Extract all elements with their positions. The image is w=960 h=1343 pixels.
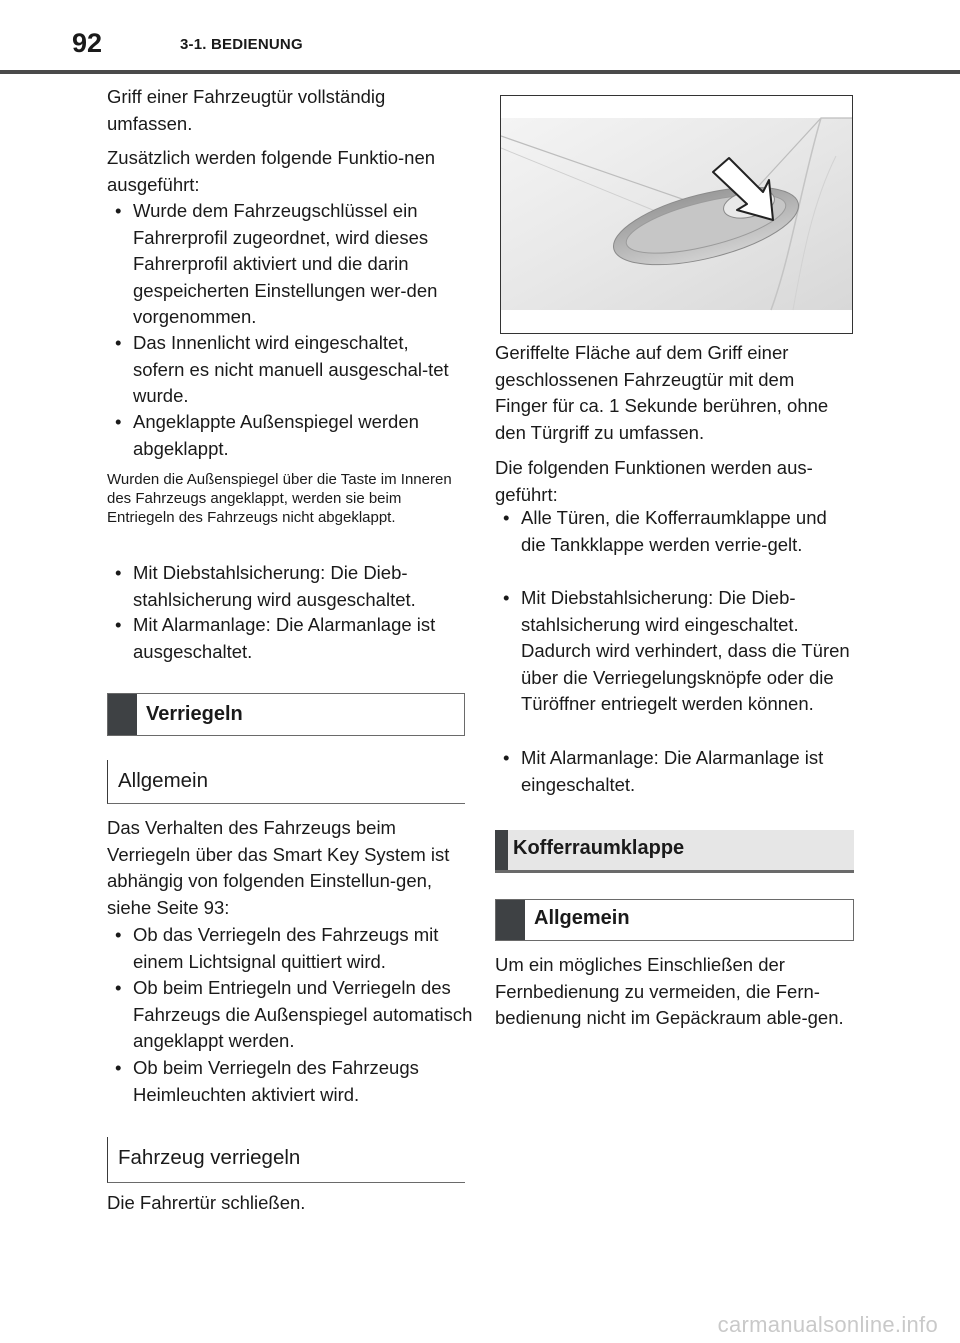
subheading-text: Fahrzeug verriegeln	[118, 1146, 301, 1169]
paragraph: Um ein mögliches Einschließen der Fernbedienung zu vermeiden, die Fern-bedienung nicht im Gepäckraum able-gen.	[495, 954, 844, 1028]
heading-text: Kofferraumklappe	[513, 837, 685, 859]
list-item: • Mit Alarmanlage: Die Alarmanlage ist eingeschaltet.	[495, 745, 851, 798]
list-item: • Das Innenlicht wird eingeschaltet, sofern es nicht manuell ausgeschal-tet wurde.	[107, 330, 463, 410]
subheading-allgemein	[107, 760, 465, 804]
list-item: • Mit Diebstahlsicherung: Die Dieb-stahlsicherung wird eingeschaltet. Dadurch wird verhindert, dass die Türen über die Verriegelungsknöpfe oder die Türöffner entriegelt werden können.	[495, 585, 861, 718]
page-number: 92	[72, 28, 103, 58]
door-handle-illustration	[500, 95, 853, 334]
heading-bar	[108, 694, 137, 735]
subheading-fahrzeug-verriegeln	[107, 1137, 465, 1183]
header-rule	[0, 70, 960, 74]
section-heading-kofferraumklappe	[495, 830, 854, 873]
list-item: • Wurde dem Fahrzeugschlüssel ein Fahrerprofil zugeordnet, wird dieses Fahrerprofil aktiviert und die darin gespeicherten Einstellungen wer-den vorgenommen.	[107, 198, 463, 331]
list-item: • Mit Diebstahlsicherung: Die Dieb-stahlsicherung wird ausgeschaltet.	[107, 560, 463, 613]
list-item: • Ob beim Verriegeln des Fahrzeugs Heimleuchten aktiviert wird.	[107, 1055, 473, 1108]
heading-text: Verriegeln	[146, 703, 243, 725]
list-item: • Angeklappte Außenspiegel werden abgeklappt.	[107, 409, 463, 462]
heading-bar	[496, 900, 525, 940]
heading-text: Allgemein	[534, 907, 630, 929]
paragraph: Geriffelte Fläche auf dem Griff einer geschlossenen Fahrzeugtür mit dem Finger für ca. 1 Sekunde berühren, ohne den Türgriff zu umfassen.	[495, 342, 829, 443]
paragraph: Zusätzlich werden folgende Funktio-nen ausgeführt:	[107, 147, 436, 195]
subheading-text: Allgemein	[118, 769, 209, 792]
list-item: • Mit Alarmanlage: Die Alarmanlage ist ausgeschaltet.	[107, 612, 463, 665]
list-item: • Ob beim Entriegeln und Verriegeln des Fahrzeugs die Außenspiegel automatisch angeklappt werden.	[107, 975, 473, 1055]
section-title: 3-1. BEDIENUNG	[180, 36, 303, 53]
watermark: carmanualsonline.info	[717, 1312, 938, 1337]
paragraph: Die folgenden Funktionen werden aus-geführt:	[495, 457, 813, 505]
note-text: Wurden die Außenspiegel über die Taste im Inneren des Fahrzeugs angeklappt, werden sie beim Entriegeln des Fahrzeugs nicht abgeklappt.	[107, 471, 452, 526]
paragraph: Das Verhalten des Fahrzeugs beim Verriegeln über das Smart Key System ist abhängig von folgenden Einstellun-gen, siehe Seite 93:	[107, 817, 450, 918]
door-handle-image	[501, 96, 852, 333]
list-item: • Alle Türen, die Kofferraumklappe und die Tankklappe werden verrie-gelt.	[495, 505, 851, 558]
section-heading-allgemein	[495, 899, 854, 941]
paragraph: Die Fahrertür schließen.	[107, 1192, 306, 1213]
section-heading-verriegeln	[107, 693, 465, 736]
heading-bar	[495, 830, 508, 870]
paragraph: Griff einer Fahrzeugtür vollständig umfassen.	[107, 86, 386, 134]
list-item: • Ob das Verriegeln des Fahrzeugs mit einem Lichtsignal quittiert wird.	[107, 922, 473, 975]
